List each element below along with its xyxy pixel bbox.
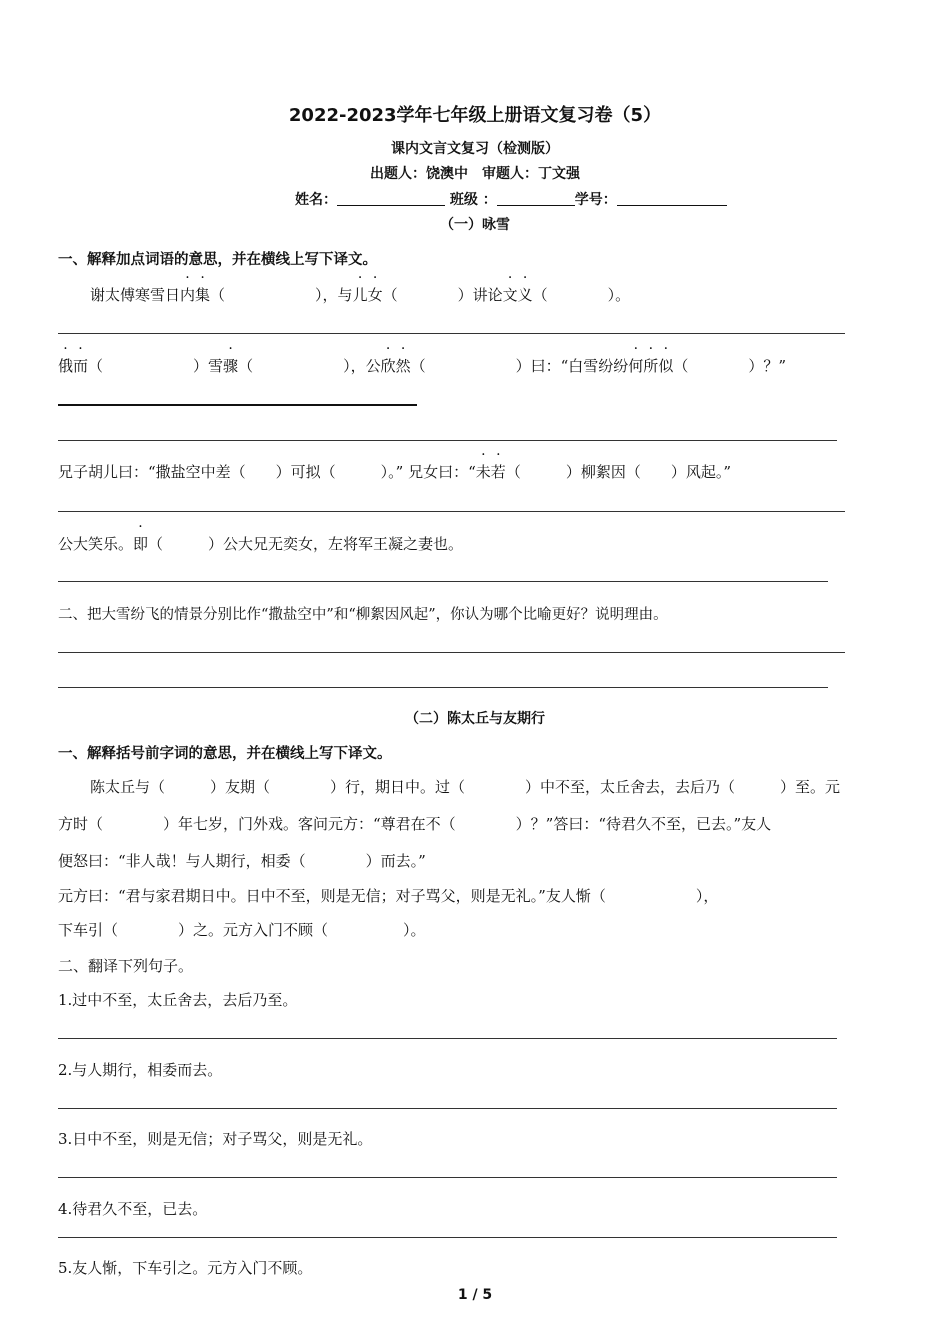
translate-sentence: 1.过中不至，太丘舍去，去后乃至。 — [58, 991, 298, 1009]
translate-sentence: 4.待君久不至，已去。 — [58, 1200, 208, 1218]
id-label: 学号： — [574, 192, 617, 208]
translate-sentence: 3.日中不至，则是无信；对子骂父，则是无礼。 — [58, 1130, 373, 1148]
answer-line[interactable] — [58, 687, 828, 688]
answer-line[interactable] — [58, 652, 845, 653]
page-title: 2022-2023学年七年级上册语文复习卷（5） — [288, 105, 662, 126]
section1-heading: （一）咏雪 — [440, 217, 510, 233]
answer-line[interactable] — [58, 440, 837, 441]
s2-passage-line4: 元方曰：“君与家君期日中。日中不至，则是无信；对子骂父，则是无礼。”友人惭（ ）， — [58, 887, 719, 905]
name-field[interactable] — [337, 191, 445, 206]
s2-passage-line3: 便怒曰：“非人哉！与人期行，相委（ ）而去。” — [58, 852, 426, 870]
answer-line[interactable] — [58, 581, 828, 582]
page-subtitle: 课内文言文复习（检测版） — [391, 141, 559, 157]
student-info-row — [295, 189, 727, 209]
answer-line[interactable] — [58, 404, 417, 406]
answer-line[interactable] — [58, 1108, 837, 1109]
translate-sentence: 5.友人惭，下车引之。元方入门不顾。 — [58, 1259, 313, 1277]
s1-question2-title: 二、把大雪纷飞的情景分别比作“撒盐空中”和“柳絮因风起”，你认为哪个比喻更好？说明理由。 — [58, 607, 668, 623]
authors-line: 出题人：饶澳中 审题人：丁文强 — [370, 166, 580, 182]
s1-question1-title: 一、解释加点词语的意思，并在横线上写下译文。 — [58, 252, 377, 268]
answer-line[interactable] — [58, 1237, 837, 1238]
s2-passage-line1: 陈太丘与（ ）友期（ ）行，期日中。过（ ）中不至，太丘舍去，去后乃（ ）至。元 — [90, 778, 841, 796]
s2-question2-title: 二、翻译下列句子。 — [58, 957, 194, 975]
page-number: 1 / 5 — [457, 1287, 493, 1303]
s2-passage-line2: 方时（ ）年七岁，门外戏。客问元方：“尊君在不（ ）？”答曰：“待君久不至，已去。”友人 — [58, 815, 772, 833]
s2-question1-title: 一、解释括号前字词的意思，并在横线上写下译文。 — [58, 746, 392, 762]
student-id-field[interactable] — [617, 191, 727, 206]
class-label: 班级 ： — [449, 192, 497, 208]
section2-heading: （二）陈太丘与友期行 — [405, 711, 545, 727]
name-label: 姓名： — [295, 192, 337, 208]
answer-line[interactable] — [58, 1177, 837, 1178]
answer-line[interactable] — [58, 1038, 837, 1039]
s1-line3: 兄子胡儿曰：“撒盐空中差（ ）可拟（ ）。” 兄女曰：“未若（ ）柳絮因（ ）风起。” — [58, 463, 731, 481]
class-field[interactable] — [497, 191, 575, 206]
answer-line[interactable] — [58, 511, 845, 512]
s1-line4: 公大笑乐。即（ ）公大兄无奕女，左将军王凝之妻也。 — [58, 535, 464, 553]
s1-line2: 俄而（ ）雪骤（ ），公欣然（ ）曰：“白雪纷纷何所似（ ）？” — [58, 357, 786, 375]
s1-line1: 谢太傅寒雪日内集（ ），与儿女（ ）讲论文义（ ）。 — [90, 286, 631, 304]
answer-line[interactable] — [58, 333, 845, 334]
s2-passage-line5: 下车引（ ）之。元方入门不顾（ ）。 — [58, 921, 426, 939]
translate-sentence: 2.与人期行，相委而去。 — [58, 1061, 223, 1079]
